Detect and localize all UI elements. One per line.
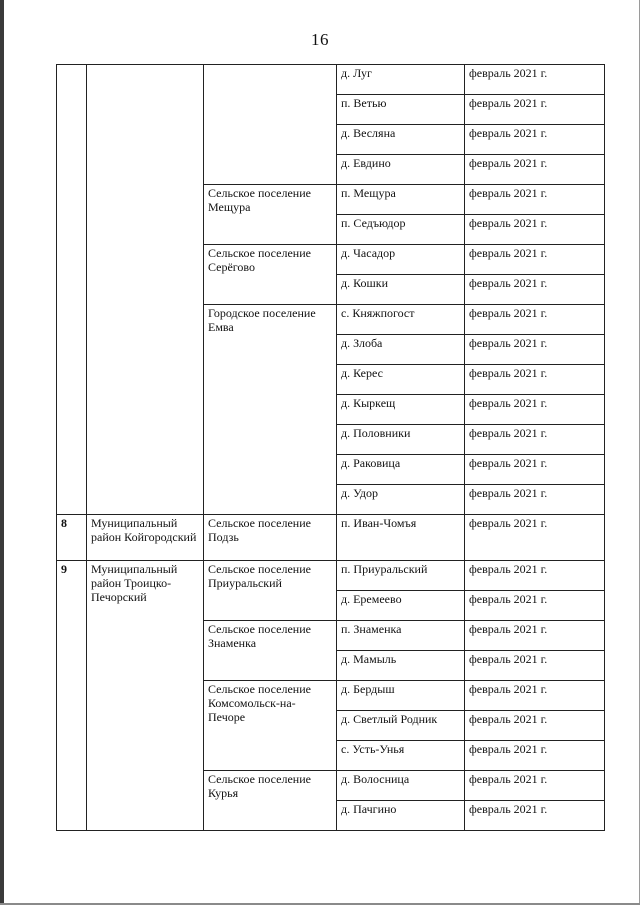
settlement-cell: Сельское поселение Серёгово [204, 245, 337, 305]
locality-cell: с. Усть-Унья [337, 741, 465, 771]
locality-cell: д. Весляна [337, 125, 465, 155]
date-cell: февраль 2021 г. [465, 305, 605, 335]
locality-cell: д. Светлый Родник [337, 711, 465, 741]
date-cell: февраль 2021 г. [465, 335, 605, 365]
locality-cell: д. Половники [337, 425, 465, 455]
date-cell: февраль 2021 г. [465, 395, 605, 425]
date-cell: февраль 2021 г. [465, 591, 605, 621]
row-number-cell: 8 [57, 515, 87, 561]
date-cell: февраль 2021 г. [465, 185, 605, 215]
locality-cell: п. Мещура [337, 185, 465, 215]
date-cell: февраль 2021 г. [465, 681, 605, 711]
date-cell: февраль 2021 г. [465, 455, 605, 485]
date-cell: февраль 2021 г. [465, 425, 605, 455]
locality-cell: д. Мамыль [337, 651, 465, 681]
locality-cell: д. Керес [337, 365, 465, 395]
table-row [57, 561, 605, 591]
settlements-table [56, 64, 605, 831]
date-cell: февраль 2021 г. [465, 95, 605, 125]
locality-cell: с. Княжпогост [337, 305, 465, 335]
date-cell: февраль 2021 г. [465, 275, 605, 305]
district-cell: Муниципальный район Койгородский [87, 515, 204, 561]
settlement-cell: Сельское поселение Приуральский [204, 561, 337, 621]
locality-cell: д. Еремеево [337, 591, 465, 621]
page-number: 16 [311, 30, 329, 49]
locality-cell: д. Раковица [337, 455, 465, 485]
date-cell: февраль 2021 г. [465, 561, 605, 591]
locality-cell: п. Ветью [337, 95, 465, 125]
settlement-cell [204, 65, 337, 185]
date-cell: февраль 2021 г. [465, 155, 605, 185]
date-cell: февраль 2021 г. [465, 515, 605, 561]
date-cell: февраль 2021 г. [465, 215, 605, 245]
locality-cell: д. Бердыш [337, 681, 465, 711]
date-cell: февраль 2021 г. [465, 365, 605, 395]
date-cell: февраль 2021 г. [465, 485, 605, 515]
locality-cell: п. Седъюдор [337, 215, 465, 245]
settlement-cell: Сельское поселение Курья [204, 771, 337, 831]
row-number-cell: 9 [57, 561, 87, 831]
locality-cell: п. Приуральский [337, 561, 465, 591]
settlement-cell: Городское поселение Емва [204, 305, 337, 515]
settlement-cell: Сельское поселение Мещура [204, 185, 337, 245]
table-row [57, 65, 605, 95]
date-cell: февраль 2021 г. [465, 65, 605, 95]
scan-edge [0, 0, 4, 905]
locality-cell: д. Луг [337, 65, 465, 95]
locality-cell: д. Часадор [337, 245, 465, 275]
locality-cell: д. Пачгино [337, 801, 465, 831]
table-row [57, 515, 605, 561]
locality-cell: д. Злоба [337, 335, 465, 365]
date-cell: февраль 2021 г. [465, 741, 605, 771]
settlement-cell: Сельское поселение Подзь [204, 515, 337, 561]
settlement-cell: Сельское поселение Знаменка [204, 621, 337, 681]
date-cell: февраль 2021 г. [465, 771, 605, 801]
locality-cell: п. Знаменка [337, 621, 465, 651]
locality-cell: д. Кошки [337, 275, 465, 305]
date-cell: февраль 2021 г. [465, 125, 605, 155]
date-cell: февраль 2021 г. [465, 801, 605, 831]
locality-cell: п. Иван-Чомъя [337, 515, 465, 561]
date-cell: февраль 2021 г. [465, 245, 605, 275]
date-cell: февраль 2021 г. [465, 651, 605, 681]
settlement-cell: Сельское поселение Комсомольск-на-Печоре [204, 681, 337, 771]
row-number-cell [57, 65, 87, 515]
date-cell: февраль 2021 г. [465, 711, 605, 741]
date-cell: февраль 2021 г. [465, 621, 605, 651]
locality-cell: д. Евдино [337, 155, 465, 185]
locality-cell: д. Волосница [337, 771, 465, 801]
locality-cell: д. Кыркещ [337, 395, 465, 425]
district-cell: Муниципальный район Троицко-Печорский [87, 561, 204, 831]
district-cell [87, 65, 204, 515]
locality-cell: д. Удор [337, 485, 465, 515]
